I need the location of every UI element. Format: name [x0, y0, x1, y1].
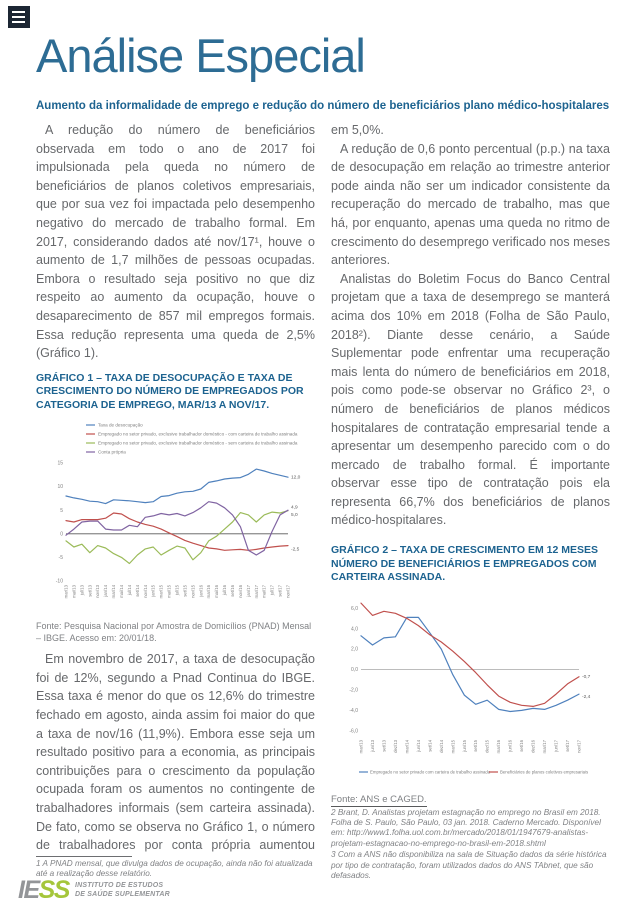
svg-text:12,0: 12,0: [291, 475, 301, 481]
paragraph: Analistas do Boletim Focus do Banco Central projetam que a taxa de desemprego se manterá acima dos 10% em 2018 (Folha de São Paulo, 2018²). Diante desse cenário, a Saúde Suplementar pode enfrentar uma recuperação mais lenta do número de beneficiários em 2018, pois como pode-se observar no Gráfico 2³, o número de beneficiários de planos médicos hospitalares de contratação empresarial tende a apresentar um desempenho parecido com o do mercado de trabalho formal. É importante observar esse tipo de contratação pois ela representa 66,7% dos beneficiários de planos médico-hospitalares.: [331, 271, 610, 528]
text-columns: [36, 121, 610, 881]
svg-text:dez/15: dez/15: [484, 739, 490, 753]
iess-wordmark: IESS: [18, 876, 69, 904]
chart1-heading: GRÁFICO 1 – TAXA DE DESOCUPAÇÃO E TAXA DE CRESCIMENTO DO NÚMERO DE EMPREGADOS POR CATEGORIA DE EMPREGO, MAR/13 A NOV/17.: [36, 371, 304, 411]
svg-text:jan/16: jan/16: [198, 585, 204, 597]
svg-text:Empregado no setor privado, ex: Empregado no setor privado, exclusive trabalhador doméstico - sem carteira de trabalho assinada: [98, 440, 298, 446]
svg-text:-4,0: -4,0: [349, 707, 358, 714]
svg-text:set/17: set/17: [565, 739, 570, 752]
svg-text:jul/15: jul/15: [174, 585, 180, 596]
org-name: INSTITUTO DE ESTUDOS DE SAÚDE SUPLEMENTAR: [74, 882, 170, 898]
svg-text:set/17: set/17: [277, 585, 283, 597]
svg-text:mai/13: mai/13: [71, 585, 77, 599]
paragraph: A redução de 0,6 ponto percentual (p.p.) na taxa de desocupação em relação ao trimestre anterior pode ainda não ser um indicador consistente da recuperação do mercado de trabalho, mas que há, por enquanto, apenas uma queda no ritmo de crescimento do desemprego verificado nos meses anteriores.: [331, 141, 610, 268]
svg-text:15: 15: [57, 460, 63, 467]
svg-text:jan/15: jan/15: [150, 585, 156, 597]
svg-text:jul/17: jul/17: [269, 585, 275, 596]
svg-text:Conta própria: Conta própria: [98, 449, 126, 455]
svg-text:dez/14: dez/14: [438, 739, 444, 753]
svg-text:6,0: 6,0: [351, 605, 358, 612]
menu-icon[interactable]: [8, 6, 30, 28]
svg-text:Taxa de desocupação: Taxa de desocupação: [98, 422, 143, 428]
svg-text:nov/13: nov/13: [95, 585, 101, 599]
svg-text:set/15: set/15: [473, 739, 479, 752]
footnote-3: 3 Com a ANS não disponibiliza na sala de Situação dados da série histórica por tipo de contratação, foram utilizados dados do ANS TAbnet, que são defasados.: [331, 850, 607, 880]
svg-text:-6,0: -6,0: [349, 728, 358, 735]
paragraph: Em novembro de 2017, a taxa de desocupação foi de 12%, segundo a Pnad Continua do IBGE. Essa taxa é menor do que os 12,6% do trimestre fechado em agosto, ainda assim foi maior do que a taxa de nov/16 (11,9%). Embora esse seja um resultado positivo para a economia, as principais contribuições para o crescimento da população ocupada foram os aumentos no contingente de trabalhadores informais (sem carteira assinada). De fato, como se observa no Gráfico 1, o número de trabalhadores por conta própria aumentou: [36, 652, 315, 853]
svg-text:set/16: set/16: [230, 585, 235, 597]
svg-text:nov/17: nov/17: [285, 585, 291, 599]
svg-text:10: 10: [57, 484, 63, 491]
svg-text:set/16: set/16: [519, 739, 525, 752]
svg-text:set/14: set/14: [427, 739, 433, 752]
svg-text:mai/14: mai/14: [119, 585, 124, 599]
svg-text:nov/17: nov/17: [576, 739, 582, 753]
svg-text:mai/15: mai/15: [166, 585, 172, 599]
svg-text:mar/13: mar/13: [358, 739, 364, 753]
iess-logo: [18, 878, 170, 903]
svg-text:dez/16: dez/16: [530, 739, 536, 753]
svg-text:-2,4: -2,4: [582, 694, 591, 700]
svg-text:0,0: 0,0: [351, 666, 358, 673]
svg-text:5: 5: [60, 508, 63, 515]
svg-text:Empregado no setor privado com: Empregado no setor privado com carteira de trabalho assinada: [370, 769, 491, 775]
svg-text:jan/14: jan/14: [103, 585, 109, 597]
svg-text:0: 0: [60, 531, 63, 538]
svg-text:jun/17: jun/17: [553, 739, 559, 752]
svg-text:nov/15: nov/15: [190, 585, 196, 599]
svg-text:4,9: 4,9: [291, 505, 298, 511]
svg-text:-5: -5: [58, 555, 63, 562]
chart2-figure: [331, 588, 610, 789]
page-title: Análise Especial: [36, 29, 365, 82]
svg-text:nov/16: nov/16: [237, 585, 243, 599]
svg-text:-10: -10: [55, 578, 63, 585]
paragraph: A redução do número de beneficiários observada em todo o ano de 2017 foi impulsionada pela queda no número de beneficiários de planos coletivos empresariais, que por sua vez foi impactada pelo desempenho negativo do mercado de trabalho formal. Em 2017, considerando dados até nov/17¹, houve o aumento de 1,7 milhões de pessoas ocupadas. Embora o resultado seja positivo no que diz respeito ao aumento da ocupação, houve o desaparecimento de 857 mil empregos formais. Essa redução representa uma queda de 2,5% (Gráfico 1).: [36, 123, 315, 361]
footnote-2: 2 Brant, D. Analistas projetam estagnação no emprego no Brasil em 2018. Folha de S. Paulo, São Paulo, 03 jan. 2018. Caderno Mercado. Disponível em: http://www1.folha.uol.com.br/mercado/2018/01/1947679-analistas-projetam-estagnacao-no-emprego-no-brasil-em-2018.shtml: [331, 807, 601, 848]
svg-text:set/13: set/13: [87, 585, 93, 597]
svg-text:-0,7: -0,7: [582, 674, 591, 680]
chart2-heading: GRÁFICO 2 – TAXA DE CRESCIMENTO EM 12 MESES NÚMERO DE BENEFICIÁRIOS E EMPREGADOS COM CARTEIRA ASSINADA.: [331, 544, 599, 584]
svg-text:nov/14: nov/14: [142, 585, 148, 599]
chart1-figure: [36, 415, 315, 620]
svg-text:set/15: set/15: [182, 585, 188, 597]
svg-text:mar/16: mar/16: [206, 585, 212, 599]
left-column: [36, 121, 315, 881]
chart2-source: Fonte: ANS e CAGED.: [331, 793, 427, 805]
svg-text:2,0: 2,0: [351, 646, 358, 653]
footnote-1: 1 A PNAD mensal, que divulga dados de ocupação, ainda não foi atualizada até a realização desse relatório.: [36, 858, 313, 879]
svg-text:mar/17: mar/17: [542, 739, 548, 753]
svg-text:set/14: set/14: [134, 585, 140, 597]
page-subtitle: Aumento da informalidade de emprego e redução do número de beneficiários plano médico-hospitalares: [36, 100, 610, 112]
svg-text:jan/17: jan/17: [245, 585, 251, 597]
svg-text:jun/15: jun/15: [461, 739, 467, 752]
svg-text:set/13: set/13: [381, 739, 387, 752]
svg-text:jun/13: jun/13: [370, 739, 375, 752]
svg-text:mai/17: mai/17: [261, 585, 267, 599]
svg-text:mar/15: mar/15: [158, 585, 164, 599]
svg-text:mar/16: mar/16: [496, 739, 502, 753]
svg-text:5,0: 5,0: [291, 513, 298, 519]
svg-text:jul/13: jul/13: [79, 585, 85, 596]
svg-text:mar/13: mar/13: [63, 585, 69, 599]
svg-text:jun/14: jun/14: [415, 739, 421, 752]
svg-text:jul/16: jul/16: [222, 585, 228, 596]
svg-text:Beneficiários de planos coleti: Beneficiários de planos coletivos empresariais: [500, 769, 589, 775]
svg-text:jul/14: jul/14: [126, 585, 132, 596]
chart1-source: Fonte: Pesquisa Nacional por Amostra de Domicílios (PNAD) Mensal – IBGE. Acesso em: 20/01/18.: [36, 621, 312, 643]
svg-text:mar/15: mar/15: [450, 739, 456, 753]
svg-text:mar/14: mar/14: [404, 739, 410, 753]
svg-text:Empregado no setor privado, ex: Empregado no setor privado, exclusive trabalhador doméstico - com carteira de trabalho assinada: [98, 431, 298, 437]
svg-text:-2,0: -2,0: [349, 687, 358, 694]
right-column: [331, 121, 610, 881]
svg-text:-2,5: -2,5: [291, 547, 300, 553]
svg-text:mai/16: mai/16: [214, 585, 220, 599]
svg-text:dez/13: dez/13: [392, 739, 398, 753]
svg-text:jun/16: jun/16: [507, 739, 513, 752]
svg-text:4,0: 4,0: [351, 625, 358, 632]
footnote-separator: [36, 856, 132, 857]
paragraph: em 5,0%.: [331, 123, 384, 137]
svg-text:mar/14: mar/14: [111, 585, 117, 599]
svg-text:mar/17: mar/17: [253, 585, 259, 599]
